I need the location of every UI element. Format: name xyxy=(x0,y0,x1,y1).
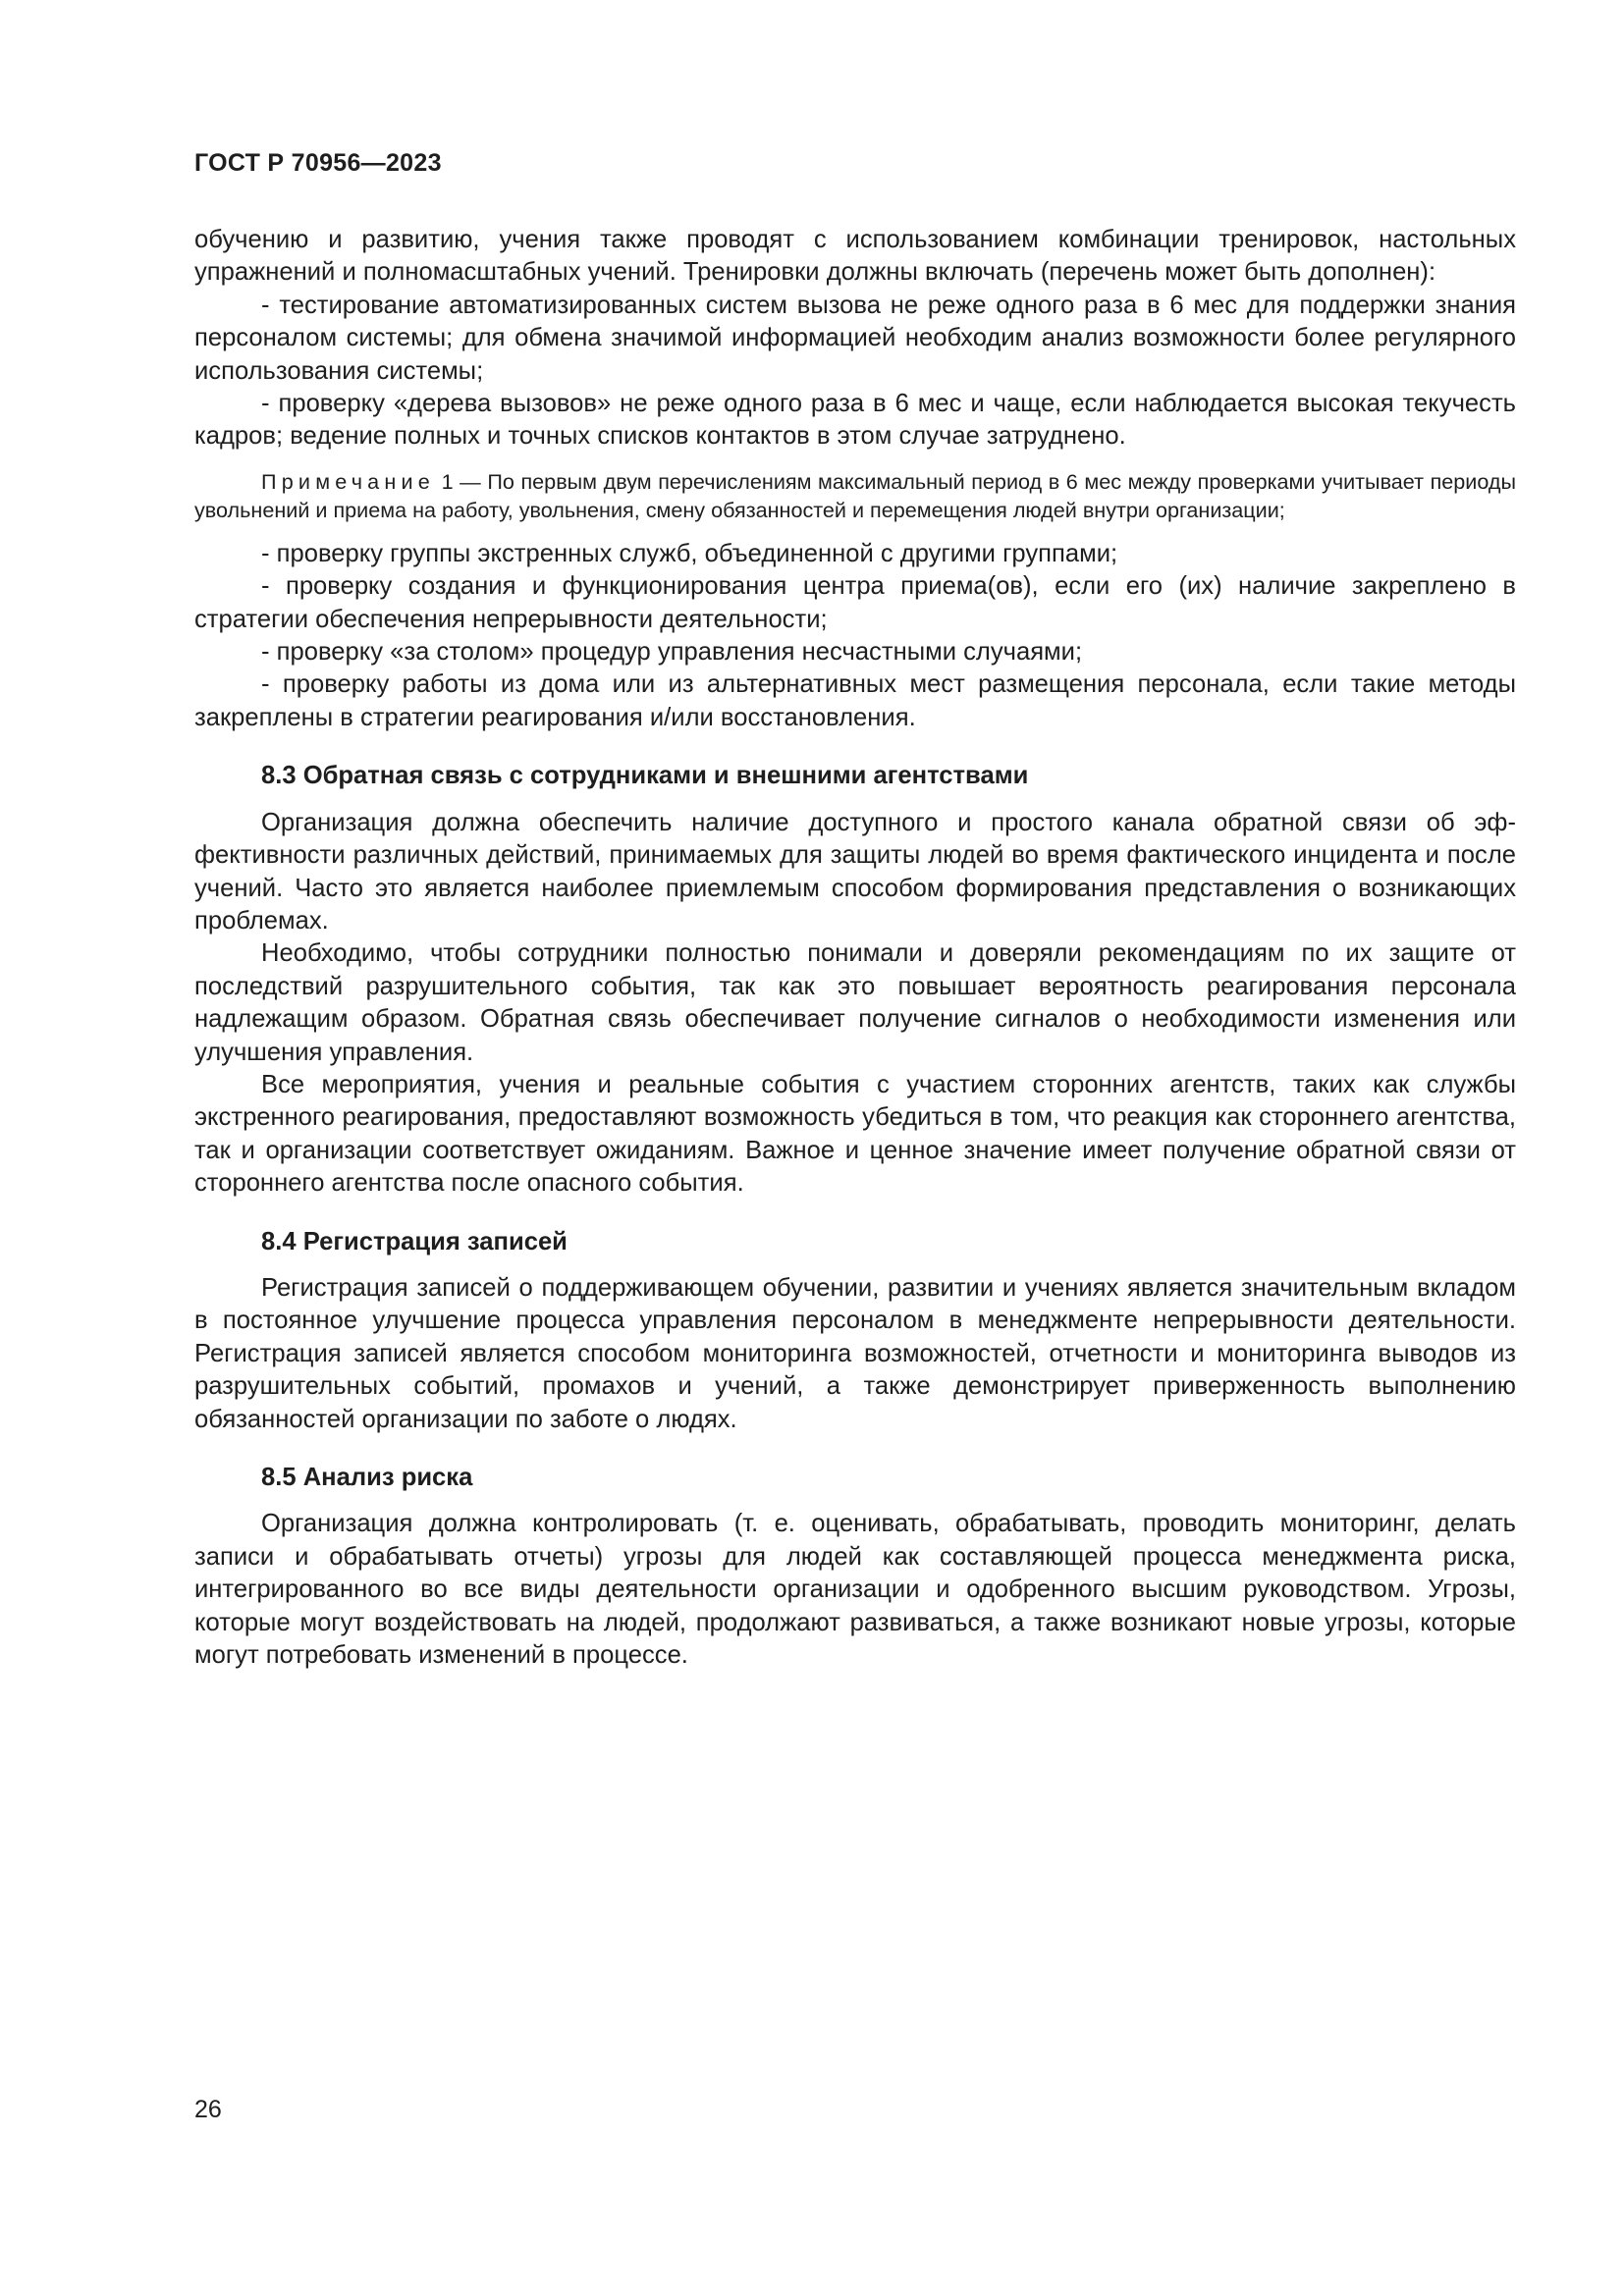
section-paragraph: Все мероприятия, учения и реальные события с участием сторонних агентств, таких как службы экстренного реагирования, предоставляют возможность убедиться в том, что реакция как стороннего агентства, так и организации соответствует ожиданиям. Важное и ценное значение имеет получение обратной связи от стороннего агентства после опасного события. xyxy=(194,1070,1516,1198)
list-item: - тестирование автоматизированных систем вызова не реже одного раза в 6 мес для поддержки знания персоналом системы; для обмена значимой информацией необходим анализ возможности более регулярного использования системы; xyxy=(194,291,1516,385)
section-heading-8-3: 8.3 Обратная связь с сотрудниками и внешними агентствами xyxy=(261,762,1029,790)
note-label: Примечание xyxy=(261,468,435,494)
section-paragraph: Необходимо, чтобы сотрудники полностью понимали и доверяли рекомендациям по их защите от последствий разрушительного события, так как это повышает вероятность реагирования персонала надлежащим образом. Обратная связь обеспечивает получение сигналов о необходимости изменения или улучшения управления. xyxy=(194,939,1516,1066)
page-number: 26 xyxy=(194,2096,222,2123)
section-paragraph: Организация должна обеспечить наличие доступного и простого канала обратной связи об эффективности различных действий, принимаемых для защиты людей во время фактического инцидента и после учений. Часто это является наиболее приемлемым способом формирования представления о возникающих проблемах. xyxy=(194,808,1516,934)
list-item: - проверку работы из дома или из альтернативных мест размещения персонала, если такие методы закреплены в стратегии реагирования и/или восстановления. xyxy=(194,670,1516,731)
section-paragraph: Организация должна контролировать (т. е. оценивать, обрабатывать, проводить мониторинг, делать записи и обрабатывать отчеты) угрозы для людей как составляющей процесса менеджмента риска, интегрированного во все виды деятельности организации и одобренного высшим руководством. Угрозы, которые могут воздействовать на людей, продолжают развиваться, а также возникают новые угрозы, которые могут потребовать изменений в процессе. xyxy=(194,1510,1516,1670)
section-paragraph: Регистрация записей о поддерживающем обучении, развитии и учениях является значительным вкладом в постоянное улучшение процесса управления персоналом в менеджменте непрерывности деятельности. Регистрация записей является способом мониторинга возможностей, отчетности и мониторинга выводов из разрушительных событий, промахов и учений, а также демонстрирует приверженность выполнению обязанностей организации по заботе о людях. xyxy=(194,1273,1516,1433)
intro-paragraph: обучению и развитию, учения также проводят с использованием комбинации тренировок, настольных упражнений и полномасштабных учений. Тренировки должны включать (перечень может быть дополнен): xyxy=(194,226,1516,287)
document-body xyxy=(194,224,1516,1672)
section-heading-8-5: 8.5 Анализ риска xyxy=(261,1464,473,1491)
document-header: ГОСТ Р 70956—2023 xyxy=(194,149,442,177)
note-text: 1 — По первым двум перечислениям максимальный период в 6 мес между проверками учитывает периоды увольнений и приема на работу, увольнения, смену обязанностей и перемещения людей внутри организации; xyxy=(194,468,1516,522)
list-item: - проверку «дерева вызовов» не реже одного раза в 6 мес и чаще, если наблюдается высокая текучесть кадров; ведение полных и точных списков контактов в этом случае затруднено. xyxy=(194,390,1516,451)
note xyxy=(194,467,1516,524)
list-item: - проверку создания и функционирования центра приема(ов), если его (их) наличие закреплено в стратегии обеспечения непрерывности деятельности; xyxy=(194,572,1516,633)
section-heading-8-4: 8.4 Регистрация записей xyxy=(261,1227,568,1255)
list-item: - проверку «за столом» процедур управления несчастными случаями; xyxy=(261,638,1083,667)
list-item: - проверку группы экстренных служб, объединенной с другими группами; xyxy=(261,539,1118,567)
